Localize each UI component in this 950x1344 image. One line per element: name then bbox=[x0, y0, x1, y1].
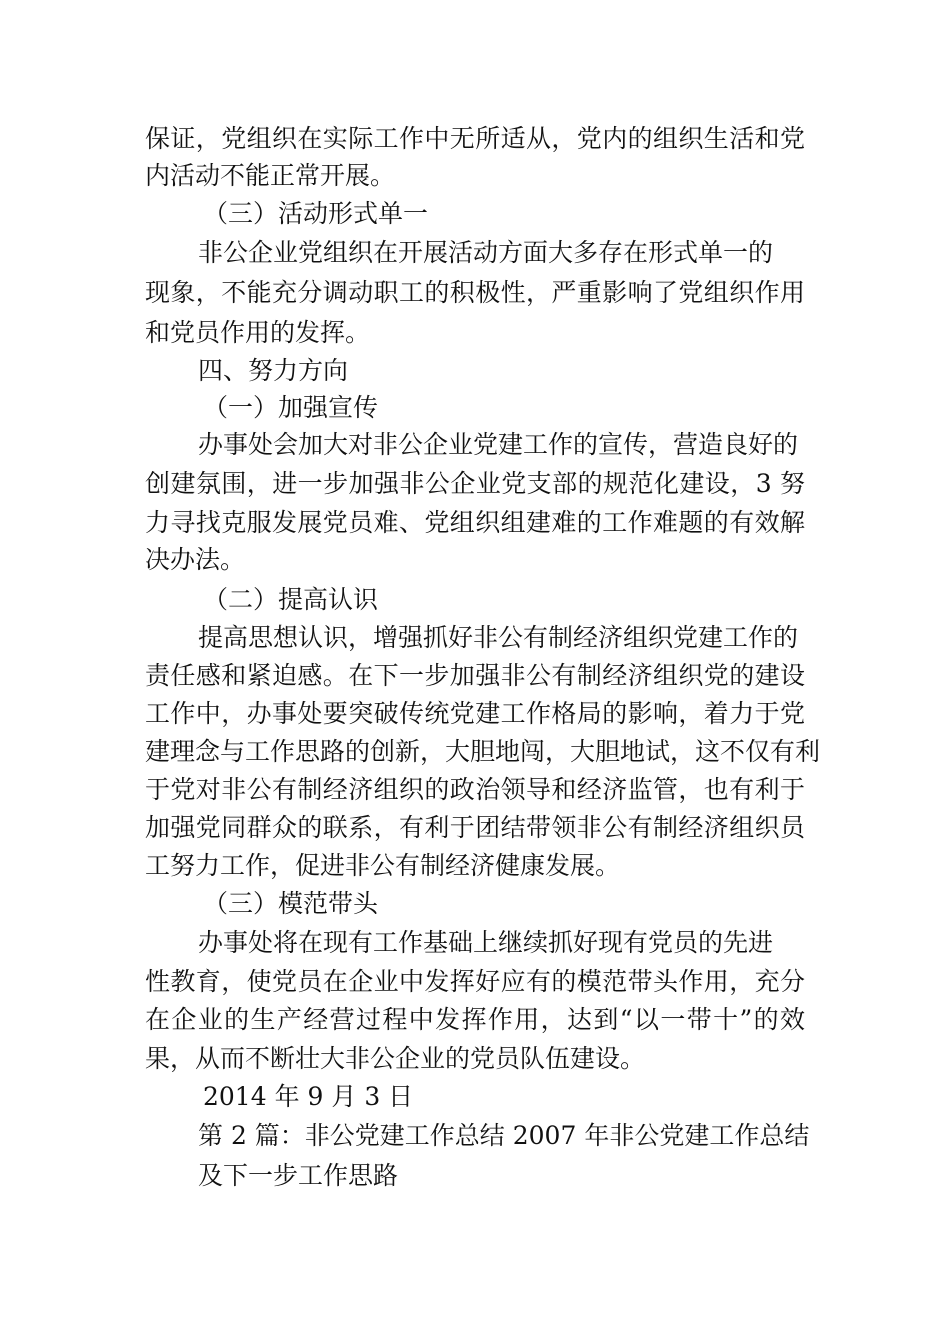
section-heading: （一）加强宣传 bbox=[203, 393, 379, 422]
section-heading: （三）活动形式单一 bbox=[203, 199, 429, 228]
next-article-title: 及下一步工作思路 bbox=[198, 1161, 399, 1190]
paragraph-line: 现象，不能充分调动职工的积极性，严重影响了党组织作用 bbox=[145, 278, 805, 307]
paragraph-line: 力寻找克服发展党员难、党组织组建难的工作难题的有效解 bbox=[145, 508, 805, 537]
paragraph-line: 提高思想认识，增强抓好非公有制经济组织党建工作的 bbox=[198, 623, 799, 652]
paragraph-line: 办事处将在现有工作基础上继续抓好现有党员的先进 bbox=[198, 928, 774, 957]
paragraph-line: 果，从而不断壮大非公企业的党员队伍建设。 bbox=[145, 1044, 646, 1073]
paragraph-line: 创建氛围，进一步加强非公企业党支部的规范化建设，3 努 bbox=[145, 469, 805, 498]
paragraph-line: 建理念与工作思路的创新，大胆地闯，大胆地试，这不仅有利 bbox=[145, 737, 821, 766]
section-heading: （三）模范带头 bbox=[203, 889, 379, 918]
paragraph-line: 保证，党组织在实际工作中无所适从，党内的组织生活和党 bbox=[145, 124, 805, 153]
paragraph-line: 决办法。 bbox=[145, 545, 246, 574]
date-line: 2014 年 9 月 3 日 bbox=[203, 1082, 414, 1111]
chapter-heading: 四、努力方向 bbox=[198, 356, 349, 385]
paragraph-line: 性教育，使党员在企业中发挥好应有的模范带头作用，充分 bbox=[145, 967, 805, 996]
paragraph-line: 内活动不能正常开展。 bbox=[145, 161, 396, 190]
paragraph-line: 加强党同群众的联系，有利于团结带领非公有制经济组织员 bbox=[145, 813, 805, 842]
paragraph-line: 办事处会加大对非公企业党建工作的宣传，营造良好的 bbox=[198, 430, 799, 459]
section-heading: （二）提高认识 bbox=[203, 585, 379, 614]
paragraph-line: 非公企业党组织在开展活动方面大多存在形式单一的 bbox=[198, 238, 774, 267]
paragraph-line: 于党对非公有制经济组织的政治领导和经济监管，也有利于 bbox=[145, 775, 805, 804]
paragraph-line: 工作中，办事处要突破传统党建工作格局的影响，着力于党 bbox=[145, 699, 805, 728]
next-article-title: 第 2 篇：非公党建工作总结 2007 年非公党建工作总结 bbox=[198, 1121, 810, 1150]
paragraph-line: 在企业的生产经营过程中发挥作用，达到“以一带十”的效 bbox=[145, 1005, 805, 1034]
paragraph-line: 工努力工作，促进非公有制经济健康发展。 bbox=[145, 851, 621, 880]
paragraph-line: 和党员作用的发挥。 bbox=[145, 318, 371, 347]
paragraph-line: 责任感和紧迫感。在下一步加强非公有制经济组织党的建设 bbox=[145, 661, 805, 690]
